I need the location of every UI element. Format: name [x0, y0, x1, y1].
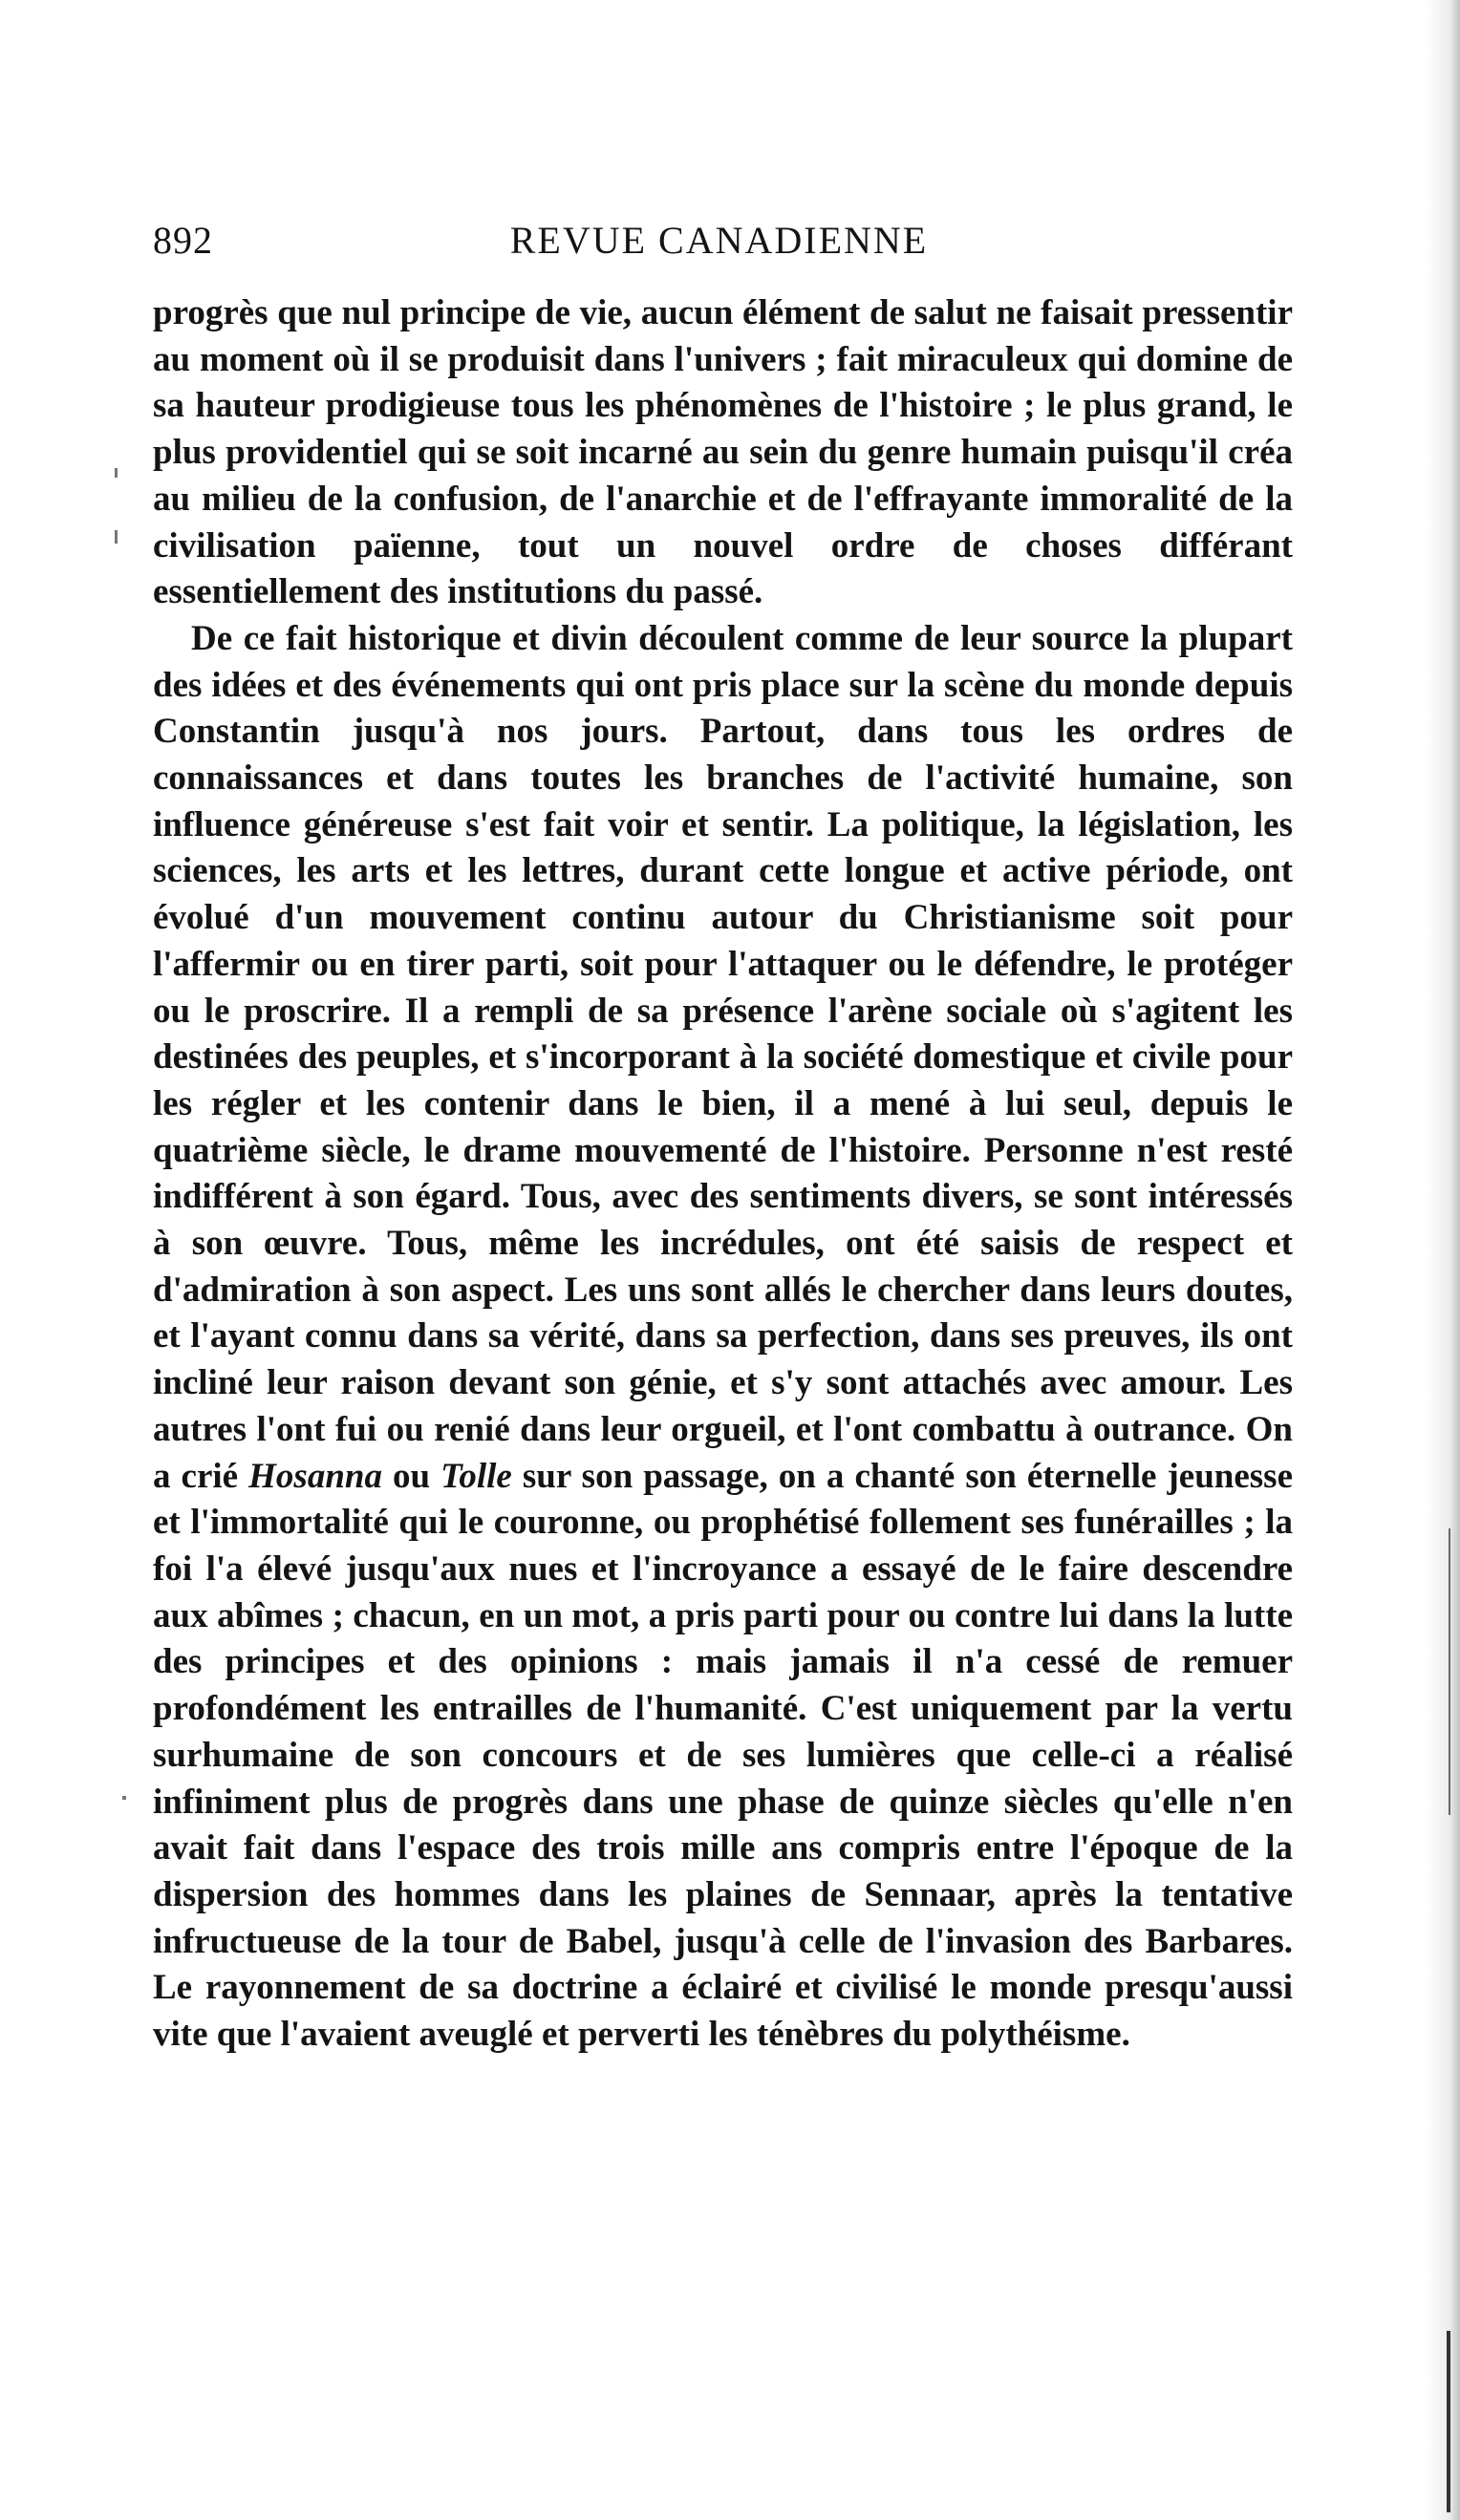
page-edge-line — [1449, 1528, 1450, 1815]
page-edge-line — [1447, 2331, 1450, 2512]
paragraph-text-before: De ce fait historique et divin découlent comme de leur source la plupart des idées et des événements qui ont pris place sur la scène du monde depuis Constantin jusqu'à nos jours. Partout, dans tous les ordres de connaissances et dans toutes les branches de l'activité humaine, son influence généreuse s'est fait voir et sentir. La politique, la législation, les sciences, les arts et les lettres, durant cette longue et active période, ont évolué d'un mouvement continu autour du Christianisme soit pour l'affermir ou en tirer parti, soit pour l'attaquer ou le défendre, le protéger ou le proscrire. Il a rempli de sa présence l'arène sociale où s'agitent les destinées des peuples, et s'incorporant à la société domestique et civile pour les régler et les contenir dans le bien, il a mené à lui seul, depuis le quatrième siècle, le drame mouvementé de l'histoire. Personne n'est resté indifférent à son égard. Tous, avec des sentiments divers, se sont intéressés à son œuvre. Tous, même les incrédules, ont été saisis de respect et d'admiration à son aspect. Les uns sont allés le chercher dans leurs doutes, et l'ayant connu dans sa vérité, dans sa perfection, dans ses preuves, ils ont incliné leur raison devant son génie, et s'y sont attachés avec amour. Les autres l'ont fui ou renié dans leur orgueil, et l'ont combattu à outrance. On a crié — [153, 618, 1293, 1496]
paragraph-text-middle: ou — [381, 1456, 441, 1496]
paragraph-text-after: sur son passage, on a chanté son éternelle jeunesse et l'immortalité qui le couronne, ou prophétisé follement ses funérailles ; la foi l'a élevé jusqu'aux nues et l'incroyance a essayé de le faire descendre aux abîmes ; chacun, en un mot, a pris parti pour ou contre lui dans la lutte des principes et des opinions : mais jamais il n'a cessé de remuer profondément les entrailles de l'humanité. C'est uniquement par la vertu surhumaine de son concours et de ses lumières que celle-ci a réalisé infiniment plus de progrès dans une phase de quinze siècles qu'elle n'en avait fait dans l'espace des trois mille ans compris entre l'époque de la dispersion des hommes dans les plaines de Sennaar, après la tentative infructueuse de la tour de Babel, jusqu'à celle de l'invasion des Barbares. Le rayonnement de sa doctrine a éclairé et civilisé le monde presqu'aussi vite que l'avaient aveuglé et perverti les ténèbres du polythéisme. — [153, 1456, 1293, 2055]
italic-hosanna: Hosanna — [248, 1456, 382, 1496]
italic-tolle: Tolle — [440, 1456, 512, 1496]
page-number: 892 — [153, 219, 213, 262]
page-header — [153, 212, 1285, 269]
margin-speck — [122, 1796, 126, 1800]
page-edge-shadow — [1426, 0, 1460, 2520]
margin-speck — [115, 530, 118, 544]
running-title: REVUE CANADIENNE — [509, 219, 929, 262]
paragraph-main — [153, 616, 1293, 2059]
paragraph-continuation: progrès que nul principe de vie, aucun élément de salut ne faisait pressentir au moment où il se produisit dans l'univers ; fait miraculeux qui domine de sa hauteur prodigieuse tous les phénomènes de l'histoire ; le plus grand, le plus providentiel qui se soit incarné au sein du genre humain puisqu'il créa au milieu de la confusion, de l'anarchie et de l'effrayante immoralité de la civilisation païenne, tout un nouvel ordre de choses différant essentiellement des institutions du passé. — [153, 293, 1293, 612]
margin-speck — [115, 468, 118, 478]
body-text — [153, 290, 1293, 2059]
